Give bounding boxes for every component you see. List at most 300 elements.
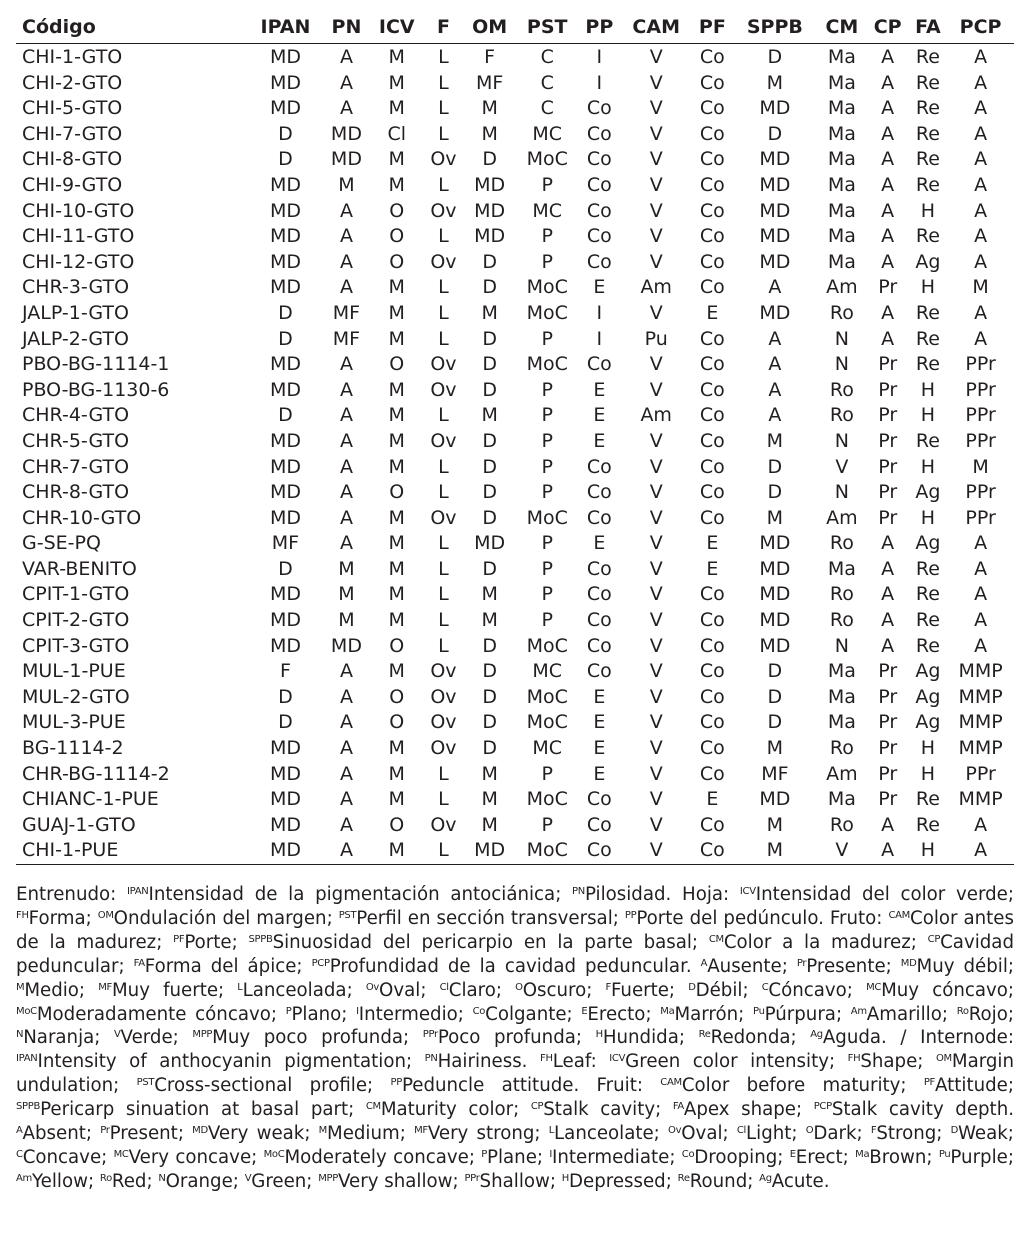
- cell-code: G-SE-PQ: [22, 532, 101, 555]
- table-cell: L: [438, 327, 449, 350]
- table-cell: H: [920, 737, 936, 760]
- table-row: [16, 122, 1014, 148]
- table-cell: Co: [699, 378, 725, 401]
- table-cell: Cl: [387, 122, 407, 145]
- table-cell: Pr: [878, 711, 898, 734]
- table-cell: MoC: [526, 148, 568, 171]
- table-cell: A: [974, 634, 988, 657]
- table-cell: V: [649, 762, 663, 785]
- table-cell: M: [481, 404, 498, 427]
- footnote-abbreviation: FH: [847, 1053, 861, 1065]
- column-header: PN: [331, 15, 362, 38]
- table-cell: Ro: [829, 378, 854, 401]
- footnote-text: Marrón;: [674, 1003, 754, 1025]
- table-row: [16, 634, 1014, 660]
- table-row: [16, 736, 1014, 762]
- table-cell: A: [339, 788, 353, 811]
- cell-code: CHI-9-GTO: [22, 173, 123, 196]
- table-cell: MD: [330, 634, 362, 657]
- table-cell: O: [389, 634, 405, 657]
- table-cell: Co: [586, 839, 612, 862]
- table-cell: M: [481, 583, 498, 606]
- table-cell: M: [388, 737, 405, 760]
- table-cell: P: [541, 250, 553, 273]
- table-cell: MoC: [526, 839, 568, 862]
- column-header: PCP: [959, 15, 1002, 38]
- table-cell: MD: [269, 46, 301, 68]
- table-cell: Am: [826, 506, 858, 529]
- footnote-text: Round;: [689, 1170, 760, 1192]
- table-cell: D: [767, 455, 783, 478]
- table-cell: O: [389, 813, 405, 836]
- table-cell: A: [339, 250, 353, 273]
- table-cell: A: [881, 557, 895, 580]
- table-cell: A: [881, 327, 895, 350]
- table-row: [16, 147, 1014, 173]
- cell-code: CHI-1-GTO: [22, 46, 123, 68]
- column-header: CP: [873, 15, 902, 38]
- table-cell: Co: [586, 634, 612, 657]
- footnote-abbreviation: A: [700, 957, 708, 969]
- table-cell: Co: [699, 250, 725, 273]
- table-cell: E: [593, 429, 606, 452]
- table-cell: A: [881, 199, 895, 222]
- cell-code: MUL-2-GTO: [22, 685, 130, 708]
- table-cell: D: [482, 353, 497, 376]
- table-cell: V: [649, 609, 663, 632]
- table-cell: MF: [332, 301, 361, 324]
- table-cell: D: [278, 685, 293, 708]
- footnote-text: Muy poco profunda;: [212, 1027, 423, 1049]
- table-cell: P: [541, 609, 553, 632]
- footnote-text: Ondulación del margen;: [113, 907, 339, 929]
- footnote-abbreviation: F: [605, 981, 611, 993]
- footnote-abbreviation: H: [595, 1029, 603, 1041]
- footnote-text: Leaf:: [552, 1051, 610, 1073]
- table-cell: MD: [269, 455, 301, 478]
- cell-code: CHI-1-PUE: [22, 839, 119, 862]
- column-header: SPPB: [746, 15, 803, 38]
- table-cell: Am: [826, 762, 858, 785]
- table-cell: Re: [915, 71, 940, 94]
- footnote-abbreviation: MPP: [192, 1029, 213, 1041]
- table-cell: P: [541, 583, 553, 606]
- table-cell: Re: [915, 557, 940, 580]
- table-cell: Ov: [430, 685, 457, 708]
- table-cell: V: [649, 199, 663, 222]
- cell-code: CHR-8-GTO: [22, 481, 130, 504]
- table-cell: V: [649, 225, 663, 248]
- table-cell: D: [278, 557, 293, 580]
- table-cell: D: [767, 46, 783, 68]
- table-row: [16, 352, 1014, 378]
- table-cell: P: [541, 532, 553, 555]
- table-cell: C: [540, 71, 554, 94]
- table-cell: A: [339, 532, 353, 555]
- table-cell: MD: [759, 250, 791, 273]
- column-header: FA: [915, 15, 941, 38]
- table-cell: L: [438, 225, 449, 248]
- table-cell: V: [649, 813, 663, 836]
- footnote-text: Maturity color;: [380, 1099, 531, 1121]
- table-cell: O: [389, 353, 405, 376]
- footnote-text: Pericarp sinuation at basal part;: [40, 1099, 366, 1121]
- table-cell: MoC: [526, 634, 568, 657]
- table-cell: A: [881, 173, 895, 196]
- table-cell: O: [389, 250, 405, 273]
- table-cell: E: [593, 532, 606, 555]
- table-row: [16, 813, 1014, 839]
- table-cell: A: [881, 148, 895, 171]
- footnote-text: Moderadamente cóncavo;: [36, 1003, 286, 1025]
- table-cell: Ov: [430, 429, 457, 452]
- table-cell: M: [338, 583, 355, 606]
- footnote-text: Drooping;: [694, 1146, 790, 1168]
- cell-code: PBO-BG-1114-1: [22, 353, 170, 376]
- table-cell: Ma: [827, 97, 856, 120]
- table-cell: A: [974, 173, 988, 196]
- footnote-abbreviation: MC: [866, 981, 882, 993]
- table-cell: D: [767, 711, 783, 734]
- table-cell: MMP: [958, 660, 1003, 683]
- table-cell: A: [881, 71, 895, 94]
- table-cell: Ma: [827, 788, 856, 811]
- column-header: IPAN: [260, 15, 311, 38]
- footnote-abbreviation: CM: [708, 933, 724, 945]
- footnote-abbreviation: PCP: [311, 957, 330, 969]
- table-cell: M: [388, 455, 405, 478]
- table-cell: MD: [269, 813, 301, 836]
- footnote-abbreviation: PST: [338, 909, 357, 921]
- table-cell: MD: [269, 276, 301, 299]
- table-row: [16, 582, 1014, 608]
- table-cell: Co: [699, 148, 725, 171]
- table-cell: M: [766, 506, 784, 529]
- table-cell: Ro: [829, 583, 854, 606]
- table-row: [16, 199, 1014, 225]
- table-cell: M: [388, 71, 405, 94]
- column-header: F: [436, 15, 450, 38]
- footnote-text: Oscuro;: [522, 979, 606, 1001]
- table-cell: E: [706, 532, 719, 555]
- table-cell: Re: [915, 634, 940, 657]
- table-cell: MMP: [958, 711, 1003, 734]
- table-cell: Co: [699, 71, 725, 94]
- table-cell: Co: [586, 557, 612, 580]
- table-cell: Am: [826, 276, 858, 299]
- column-header-code: Código: [22, 15, 96, 38]
- table-cell: M: [338, 557, 355, 580]
- table-cell: V: [649, 711, 663, 734]
- table-cell: V: [649, 660, 663, 683]
- table-cell: Ov: [430, 250, 457, 273]
- table-cell: A: [974, 122, 988, 145]
- table-cell: MD: [474, 532, 506, 555]
- table-cell: MD: [759, 225, 791, 248]
- table-cell: Ma: [827, 557, 856, 580]
- table-cell: M: [388, 660, 405, 683]
- footnote-text: Naranja;: [23, 1027, 114, 1049]
- table-cell: M: [388, 788, 405, 811]
- footnote-abbreviation: OM: [97, 909, 114, 921]
- table-cell: P: [541, 429, 553, 452]
- table-cell: Ma: [827, 250, 856, 273]
- table-cell: Ro: [829, 301, 854, 324]
- table-cell: A: [974, 813, 988, 836]
- table-cell: Ov: [430, 353, 457, 376]
- table-cell: M: [972, 276, 989, 299]
- table-cell: V: [649, 532, 663, 555]
- table-cell: Co: [699, 97, 725, 120]
- footnote-abbreviation: I: [549, 1148, 552, 1160]
- table-cell: M: [388, 429, 405, 452]
- table-cell: Co: [586, 122, 612, 145]
- table-cell: MD: [759, 301, 791, 324]
- table-row: [16, 480, 1014, 506]
- table-cell: Ag: [915, 685, 941, 708]
- footnote-abbreviation: PN: [424, 1053, 438, 1065]
- table-cell: PPr: [965, 404, 996, 427]
- cell-code: CHI-7-GTO: [22, 122, 123, 145]
- table-cell: H: [920, 378, 936, 401]
- table-cell: V: [649, 557, 663, 580]
- table-cell: M: [481, 122, 498, 145]
- table-cell: Ma: [827, 660, 856, 683]
- table-cell: Ma: [827, 148, 856, 171]
- table-cell: H: [920, 762, 936, 785]
- table-cell: PPr: [965, 378, 996, 401]
- footnote-abbreviation: CM: [365, 1101, 381, 1113]
- table-cell: L: [438, 557, 449, 580]
- footnote-text: Hundida;: [602, 1027, 699, 1049]
- table-cell: P: [541, 813, 553, 836]
- table-cell: V: [649, 481, 663, 504]
- table-cell: A: [768, 404, 782, 427]
- footnote-text: Débil;: [695, 979, 762, 1001]
- table-cell: V: [649, 455, 663, 478]
- footnote-text: Dark;: [813, 1123, 871, 1145]
- table-cell: Ma: [827, 71, 856, 94]
- footnote-text: Depressed;: [569, 1170, 678, 1192]
- table-cell: Ag: [915, 660, 941, 683]
- footnote-abbreviation: D: [688, 981, 696, 993]
- footnote-text: Color antes de la madurez;: [16, 907, 1014, 953]
- table-cell: MD: [269, 737, 301, 760]
- footnote-text: Púrpura;: [764, 1003, 851, 1025]
- table-cell: A: [768, 378, 782, 401]
- table-cell: A: [881, 225, 895, 248]
- table-cell: L: [438, 532, 449, 555]
- table-cell: A: [881, 839, 895, 862]
- footnote-text: Concave;: [22, 1146, 114, 1168]
- cell-code: CHI-12-GTO: [22, 250, 135, 273]
- table-cell: V: [649, 685, 663, 708]
- table-cell: A: [974, 97, 988, 120]
- column-header: PST: [526, 15, 568, 38]
- table-cell: MF: [332, 327, 361, 350]
- table-cell: M: [766, 737, 784, 760]
- cell-code: MUL-1-PUE: [22, 660, 126, 683]
- table-cell: N: [834, 634, 849, 657]
- footnote-abbreviation: V: [244, 1172, 252, 1184]
- column-header: PP: [585, 15, 614, 38]
- table-cell: L: [438, 455, 449, 478]
- footnote-text: Aguda. / Internode:: [822, 1027, 1014, 1049]
- table-cell: MD: [474, 839, 506, 862]
- footnote-text: Pilosidad. Hoja:: [584, 884, 740, 905]
- table-cell: Co: [699, 46, 725, 68]
- footnote-text: Stalk cavity depth.: [831, 1099, 1015, 1121]
- footnote-text: Stalk cavity;: [543, 1099, 673, 1121]
- table-cell: P: [541, 762, 553, 785]
- table-cell: MD: [269, 97, 301, 120]
- footnote-text: Forma del ápice;: [144, 955, 312, 977]
- table-cell: MD: [269, 609, 301, 632]
- footnote-abbreviation: L: [237, 981, 243, 993]
- table-cell: Ma: [827, 685, 856, 708]
- table-cell: M: [766, 71, 784, 94]
- table-cell: Pr: [878, 685, 898, 708]
- table-cell: Re: [915, 97, 940, 120]
- table-cell: L: [438, 634, 449, 657]
- footnote-abbreviation: PN: [572, 886, 585, 897]
- table-cell: M: [338, 173, 355, 196]
- footnote-abbreviation: ICV: [739, 886, 756, 897]
- footnote-abbreviation: N: [158, 1172, 166, 1184]
- table-cell: MD: [759, 148, 791, 171]
- footnote-text: Intensidad del color verde;: [755, 884, 1014, 905]
- footnote-text: Plane;: [487, 1146, 550, 1168]
- table-cell: Ag: [915, 250, 941, 273]
- footnote-text: Fuerte;: [610, 979, 689, 1001]
- footnote-text: Presente;: [806, 955, 901, 977]
- table-cell: A: [768, 327, 782, 350]
- table-cell: Co: [586, 583, 612, 606]
- table-cell: A: [974, 327, 988, 350]
- footnote-text: Moderately concave;: [284, 1146, 482, 1168]
- table-footnotes: [16, 883, 1014, 1194]
- table-cell: V: [649, 378, 663, 401]
- table-cell: M: [481, 301, 498, 324]
- table-cell: Pr: [878, 737, 898, 760]
- table-cell: Ma: [827, 225, 856, 248]
- table-cell: M: [388, 557, 405, 580]
- table-cell: V: [649, 353, 663, 376]
- footnote-text: Very concave;: [128, 1146, 264, 1168]
- table-row: [16, 429, 1014, 455]
- table-cell: M: [388, 327, 405, 350]
- footnote-abbreviation: M: [16, 981, 25, 993]
- footnote-text: Plano;: [291, 1003, 357, 1025]
- cell-code: MUL-3-PUE: [22, 711, 126, 734]
- table-cell: MD: [330, 148, 362, 171]
- footnote-abbreviation: F: [870, 1125, 877, 1137]
- footnote-text: Hairiness.: [437, 1051, 541, 1073]
- table-cell: M: [388, 404, 405, 427]
- table-cell: V: [649, 173, 663, 196]
- footnote-text: Intermedio;: [358, 1003, 473, 1025]
- table-cell: Co: [699, 327, 725, 350]
- cell-code: CPIT-2-GTO: [22, 609, 130, 632]
- table-cell: M: [481, 788, 498, 811]
- table-cell: MD: [269, 788, 301, 811]
- table-cell: A: [339, 506, 353, 529]
- table-cell: A: [768, 353, 782, 376]
- footnote-text: Green color intensity;: [625, 1051, 848, 1073]
- table-cell: Co: [586, 506, 612, 529]
- table-cell: MoC: [526, 353, 568, 376]
- table-cell: A: [339, 737, 353, 760]
- table-cell: L: [438, 71, 449, 94]
- footnote-text: Intensidad de la pigmentación antociánica;: [148, 884, 573, 905]
- table-cell: Co: [699, 634, 725, 657]
- table-cell: V: [649, 301, 663, 324]
- table-cell: L: [438, 481, 449, 504]
- table-cell: L: [438, 173, 449, 196]
- table-cell: D: [482, 685, 497, 708]
- cell-code: CPIT-3-GTO: [22, 634, 130, 657]
- table-cell: MD: [269, 583, 301, 606]
- table-cell: Co: [586, 609, 612, 632]
- footnote-abbreviation: MC: [113, 1148, 129, 1160]
- footnote-text: Entrenudo:: [16, 884, 127, 905]
- table-cell: Co: [699, 609, 725, 632]
- table-row: [16, 224, 1014, 250]
- cell-code: VAR-BENITO: [22, 557, 137, 580]
- table-cell: A: [339, 762, 353, 785]
- table-cell: Re: [915, 173, 940, 196]
- footnote-abbreviation: CAM: [660, 1077, 682, 1089]
- footnote-abbreviation: O: [515, 981, 523, 993]
- footnote-text: Apex shape;: [683, 1099, 814, 1121]
- footnote-abbreviation: Co: [472, 1005, 486, 1017]
- table-cell: Re: [915, 225, 940, 248]
- footnote-text: Poco profunda;: [437, 1027, 596, 1049]
- footnote-abbreviation: IPAN: [127, 886, 149, 897]
- footnote-text: Muy cóncavo;: [881, 979, 1015, 1001]
- table-cell: Co: [586, 173, 612, 196]
- footnote-abbreviation: FH: [16, 909, 29, 921]
- footnote-abbreviation: Pu: [753, 1005, 765, 1017]
- table-cell: C: [540, 97, 554, 120]
- footnote-text: Strong;: [876, 1123, 951, 1145]
- table-cell: A: [339, 199, 353, 222]
- footnote-text: Peduncle attitude. Fruit:: [401, 1075, 661, 1097]
- table-cell: Am: [640, 404, 672, 427]
- table-cell: A: [974, 225, 988, 248]
- table-row: [16, 96, 1014, 122]
- table-cell: MD: [759, 788, 791, 811]
- table-cell: A: [339, 429, 353, 452]
- table-cell: D: [482, 660, 497, 683]
- footnote-abbreviation: Am: [850, 1005, 867, 1017]
- table-cell: V: [649, 250, 663, 273]
- table-cell: A: [881, 532, 895, 555]
- table-cell: V: [649, 148, 663, 171]
- footnote-abbreviation: P: [481, 1148, 487, 1160]
- table-cell: MD: [474, 225, 506, 248]
- table-cell: F: [484, 46, 496, 68]
- table-row: [16, 531, 1014, 557]
- table-cell: D: [482, 737, 497, 760]
- footnote-text: Erecto;: [587, 1003, 661, 1025]
- table-row: [16, 327, 1014, 353]
- table-cell: MC: [532, 737, 563, 760]
- table-row: [16, 838, 1014, 864]
- footnote-abbreviation: M: [318, 1125, 327, 1137]
- footnote-abbreviation: Pr: [100, 1125, 110, 1137]
- table-cell: I: [596, 327, 603, 350]
